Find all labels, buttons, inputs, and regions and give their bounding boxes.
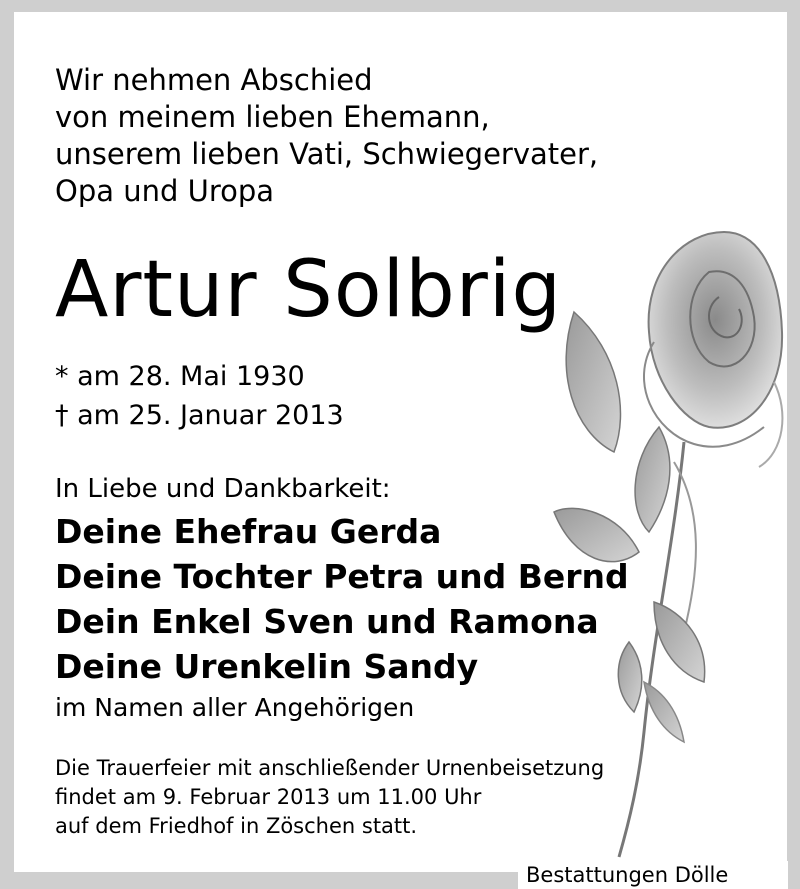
family-list	[55, 509, 629, 689]
behalf-line: im Namen aller Angehörigen	[55, 693, 415, 722]
obituary-notice	[14, 12, 787, 872]
intro-line: Opa und Uropa	[55, 174, 275, 208]
service-line: auf dem Friedhof in Zöschen statt.	[55, 814, 418, 838]
death-date	[55, 396, 344, 435]
life-dates	[55, 357, 344, 435]
intro-line: Wir nehmen Abschied	[55, 63, 373, 97]
intro-text	[55, 62, 598, 210]
intro-line: unserem lieben Vati, Schwiegervater,	[55, 137, 599, 171]
birth-date	[55, 357, 344, 396]
family-member: Dein Enkel Sven und Ramona	[55, 602, 599, 641]
birth-text: am 28. Mai 1930	[77, 361, 305, 392]
service-details	[55, 754, 604, 841]
family-member: Deine Urenkelin Sandy	[55, 647, 479, 686]
service-line: findet am 9. Februar 2013 um 11.00 Uhr	[55, 785, 482, 809]
family-member: Deine Tochter Petra und Bernd	[55, 557, 629, 596]
thanks-line: In Liebe und Dankbarkeit:	[55, 474, 391, 504]
deceased-name: Artur Solbrig	[55, 245, 562, 335]
funeral-home-label: Bestattungen Dölle	[518, 861, 788, 889]
cross-symbol: †	[55, 400, 69, 431]
family-member: Deine Ehefrau Gerda	[55, 512, 442, 551]
birth-symbol: *	[55, 361, 69, 392]
death-text: am 25. Januar 2013	[77, 400, 344, 431]
service-line: Die Trauerfeier mit anschließender Urnenbeisetzung	[55, 756, 605, 780]
intro-line: von meinem lieben Ehemann,	[55, 100, 490, 134]
